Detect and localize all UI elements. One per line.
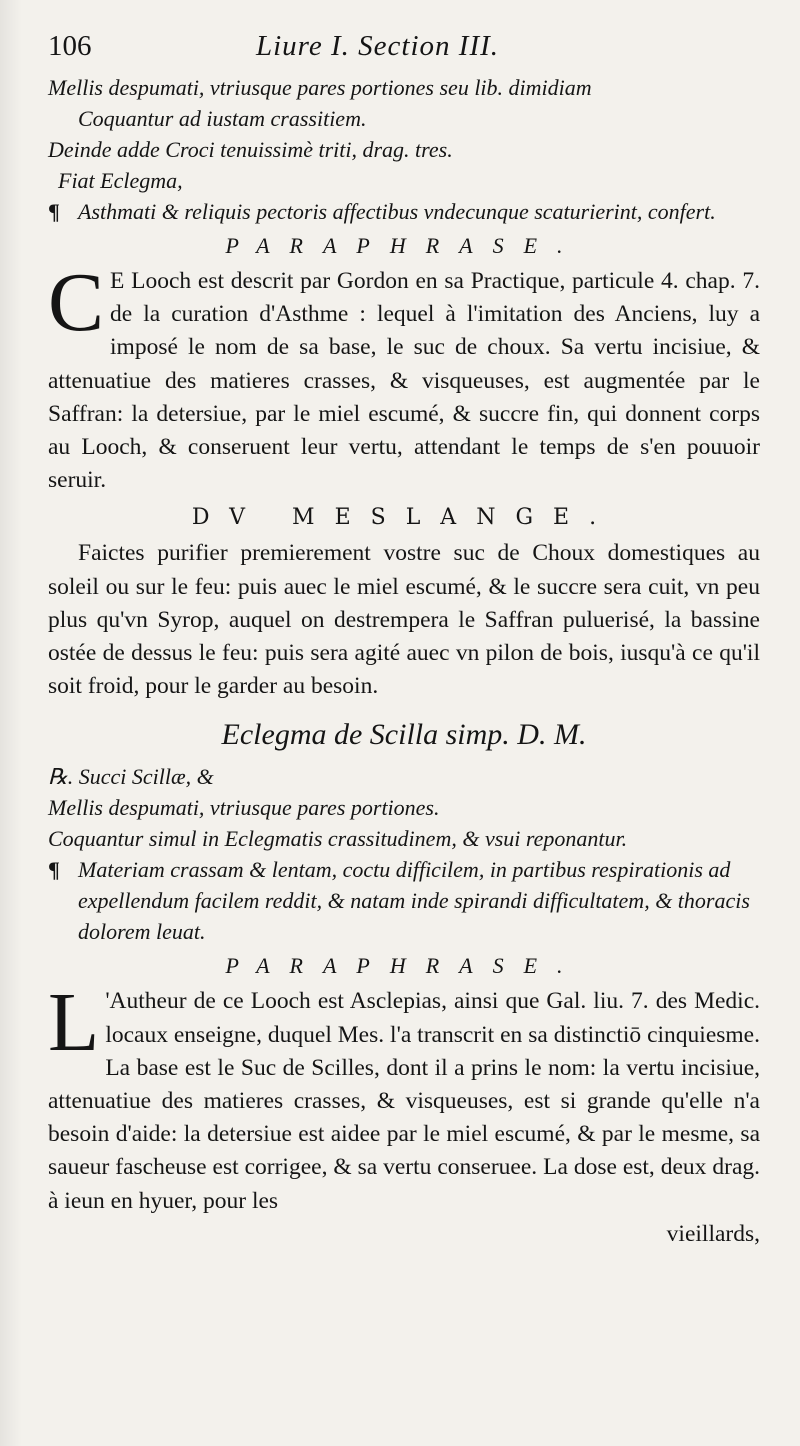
recipe-line: Coquantur simul in Eclegmatis crassitudinem, & vsui reponantur. xyxy=(48,826,628,852)
running-title: Liure I. Section III. xyxy=(256,30,500,62)
recipe-2 xyxy=(48,761,760,947)
recipe-note xyxy=(48,854,760,947)
running-head xyxy=(48,26,760,72)
pilcrow-icon: ¶ xyxy=(48,857,60,883)
recipe-line: Coquantur ad iustam crassitiem. xyxy=(78,106,367,131)
section-heading: PARAPHRASE. xyxy=(225,953,583,979)
recipe-note-text: Materiam crassam & lentam, coctu difficilem, in partibus respirationis ad expellendum facilem reddit, & natam inde spirandi difficultatem, & thoracis dolorem leuat. xyxy=(78,857,750,945)
meslange-paragraph xyxy=(48,537,760,703)
recipe-title: Eclegma de Scilla simp. D. M. xyxy=(221,718,587,752)
recipe-line: Fiat Eclegma, xyxy=(58,168,183,193)
section-heading: DV MESLANGE. xyxy=(191,505,617,531)
recipe-note-text: Asthmati & reliquis pectoris affectibus vndecunque scaturierint, confert. xyxy=(78,199,716,224)
recipe-1 xyxy=(48,72,760,227)
paragraph-text: E Looch est descrit par Gordon en sa Practique, particule 4. chap. 7. de la curation d'Asthme : lequel à l'imitation des Anciens, luy a imposé le nom de sa base, le suc de choux. Sa vertu incisiue, & attenuatiue des matieres crasses, & visqueuses, est augmentée par le Saffran: la detersiue, par le miel escumé, & succre fin, qui donnent corps au Looch, & conseruent leur vertu, attendant le temps de s'en pouuoir seruir. xyxy=(48,268,760,494)
recipe-line: Mellis despumati, vtriusque pares portiones seu lib. dimidiam xyxy=(48,75,592,100)
drop-cap: C xyxy=(48,256,105,349)
drop-cap: L xyxy=(48,976,100,1070)
recipe-note xyxy=(48,196,760,227)
paragraph-text: Faictes purifier premierement vostre suc de Choux domestiques au soleil ou sur le feu: puis auec le miel escumé, & le succre sera cuit, vn peu plus qu'vn Syrop, auquel on destrempera le Saffran puluerisé, la bassine ostée de dessus le feu: puis sera agité auec vn pilon de bois, iusqu'à ce qu'il soit froid, pour le garder au besoin. xyxy=(48,540,760,700)
page-number: 106 xyxy=(48,30,92,62)
paragraph-text: 'Autheur de ce Looch est Asclepias, ainsi que Gal. liu. 7. des Medic. locaux enseigne, duquel Mes. l'a transcrit en sa distinctiō cinquiesme. La base est le Suc de Scilles, dont il a prins le nom: la vertu incisiue, attenuatiue des matieres crasses, & visqueuses, est si grande qu'elle n'a besoin d'aide: la detersiue est aidee par le miel escumé, & par le mesme, sa saueur fascheuse est corrigee, & sa vertu conseruee. La dose est, deux drag. à ieun en hyuer, pour les xyxy=(48,988,760,1214)
recipe-line: Deinde adde Croci tenuissimè triti, drag. tres. xyxy=(48,137,453,162)
recipe-line: Mellis despumati, vtriusque pares portiones. xyxy=(48,795,440,821)
paraphrase-1 xyxy=(48,256,760,497)
recipe-line: ℞. Succi Scillæ, & xyxy=(48,764,214,790)
catchword: vieillards, xyxy=(666,1220,760,1247)
paraphrase-2 xyxy=(48,976,760,1217)
pilcrow-icon: ¶ xyxy=(48,199,60,224)
section-heading: PARAPHRASE. xyxy=(225,233,583,258)
